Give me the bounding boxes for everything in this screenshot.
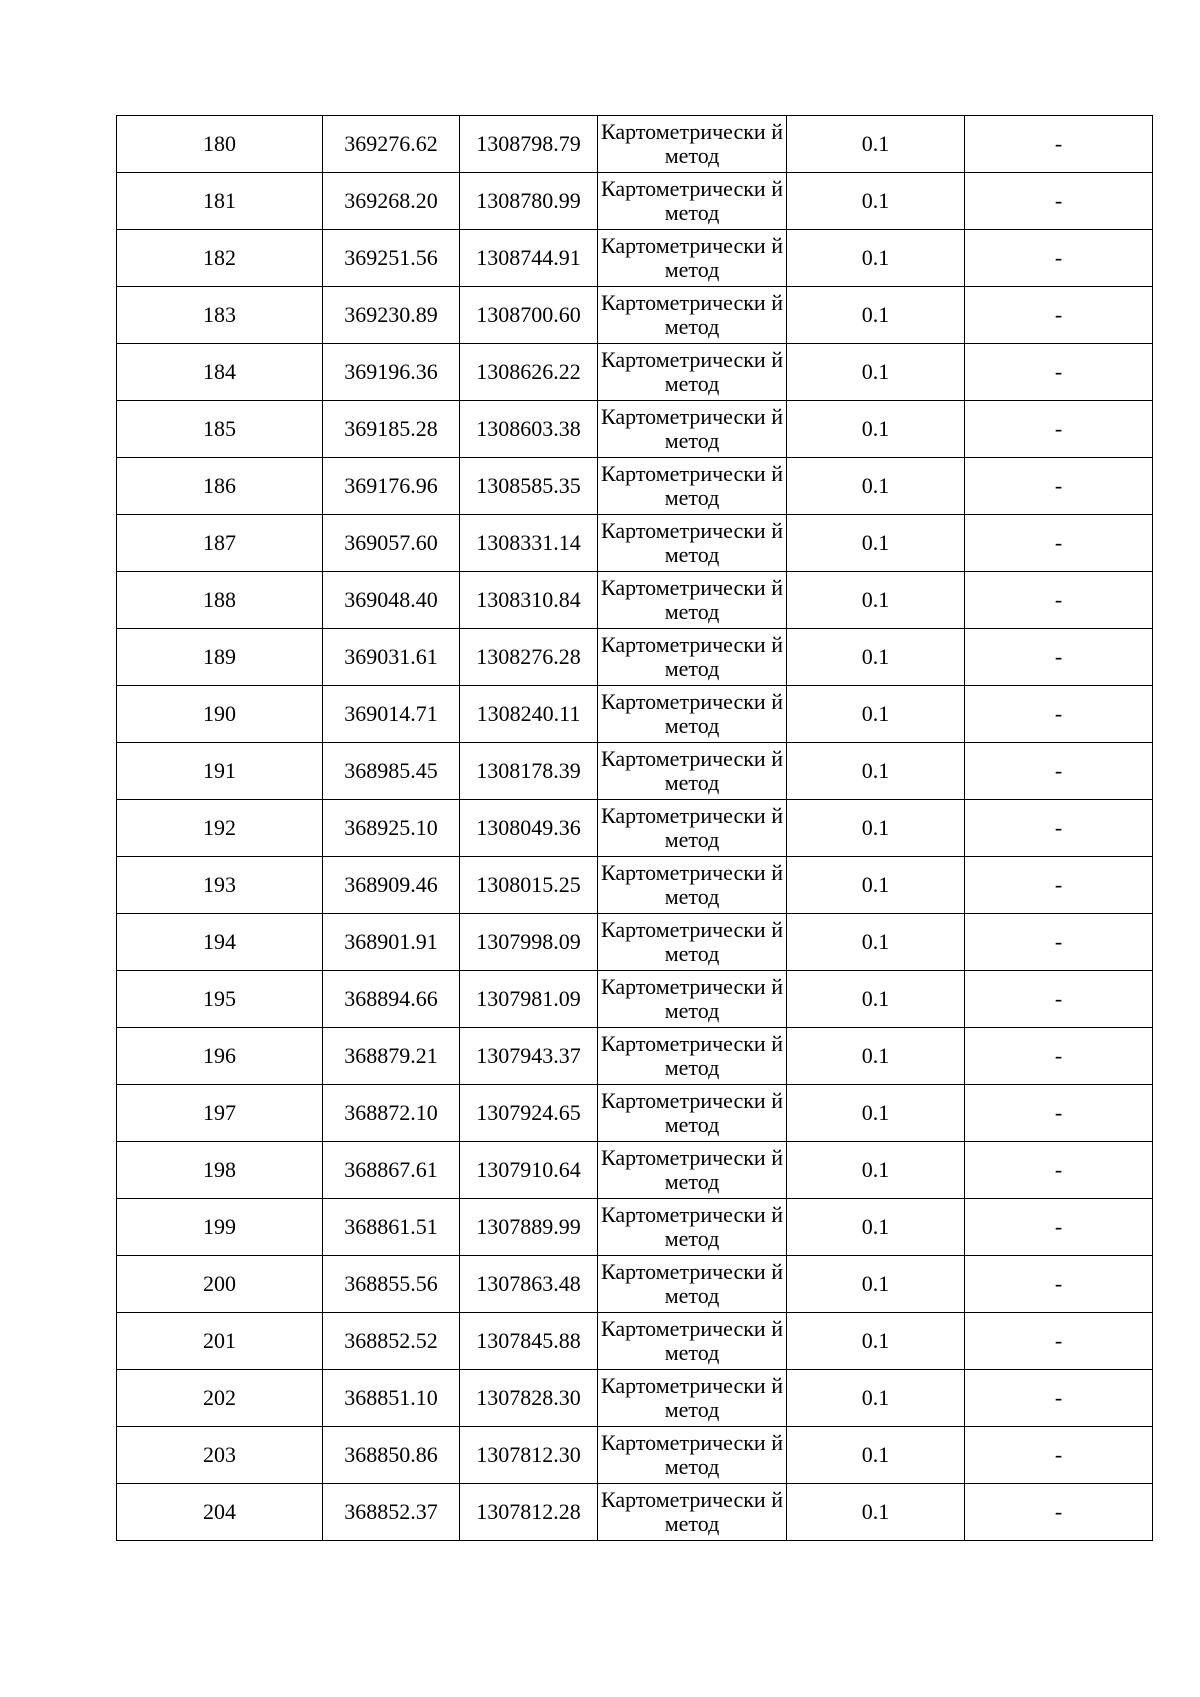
y-coordinate-cell: 1307889.99 — [460, 1199, 598, 1256]
y-coordinate-cell: 1308310.84 — [460, 572, 598, 629]
method-cell: Картометрически й метод — [598, 743, 787, 800]
point-number-cell: 192 — [117, 800, 323, 857]
point-number-cell: 198 — [117, 1142, 323, 1199]
table-row — [117, 572, 1153, 629]
accuracy-cell: 0.1 — [787, 458, 965, 515]
method-cell: Картометрически й метод — [598, 1142, 787, 1199]
accuracy-cell: 0.1 — [787, 1142, 965, 1199]
y-coordinate-cell: 1308744.91 — [460, 230, 598, 287]
y-coordinate-cell: 1308780.99 — [460, 173, 598, 230]
y-coordinate-cell: 1308240.11 — [460, 686, 598, 743]
accuracy-cell: 0.1 — [787, 572, 965, 629]
note-cell: - — [965, 800, 1153, 857]
note-cell: - — [965, 971, 1153, 1028]
x-coordinate-cell: 369057.60 — [323, 515, 460, 572]
x-coordinate-cell: 368855.56 — [323, 1256, 460, 1313]
x-coordinate-cell: 368879.21 — [323, 1028, 460, 1085]
accuracy-cell: 0.1 — [787, 1199, 965, 1256]
y-coordinate-cell: 1307981.09 — [460, 971, 598, 1028]
accuracy-cell: 0.1 — [787, 1085, 965, 1142]
accuracy-cell: 0.1 — [787, 1370, 965, 1427]
method-cell: Картометрически й метод — [598, 287, 787, 344]
x-coordinate-cell: 368861.51 — [323, 1199, 460, 1256]
x-coordinate-cell: 369014.71 — [323, 686, 460, 743]
method-cell: Картометрически й метод — [598, 1370, 787, 1427]
coordinates-table — [116, 115, 1153, 1541]
accuracy-cell: 0.1 — [787, 914, 965, 971]
y-coordinate-cell: 1308626.22 — [460, 344, 598, 401]
point-number-cell: 201 — [117, 1313, 323, 1370]
note-cell: - — [965, 1028, 1153, 1085]
table-row — [117, 1370, 1153, 1427]
table-row — [117, 629, 1153, 686]
accuracy-cell: 0.1 — [787, 515, 965, 572]
point-number-cell: 204 — [117, 1484, 323, 1541]
note-cell: - — [965, 230, 1153, 287]
method-cell: Картометрически й метод — [598, 800, 787, 857]
accuracy-cell: 0.1 — [787, 800, 965, 857]
y-coordinate-cell: 1308015.25 — [460, 857, 598, 914]
table-row — [117, 458, 1153, 515]
x-coordinate-cell: 368850.86 — [323, 1427, 460, 1484]
point-number-cell: 199 — [117, 1199, 323, 1256]
y-coordinate-cell: 1307910.64 — [460, 1142, 598, 1199]
point-number-cell: 190 — [117, 686, 323, 743]
coordinates-table-body — [117, 116, 1153, 1541]
point-number-cell: 189 — [117, 629, 323, 686]
y-coordinate-cell: 1308798.79 — [460, 116, 598, 173]
table-row — [117, 914, 1153, 971]
table-row — [117, 1313, 1153, 1370]
table-row — [117, 1484, 1153, 1541]
point-number-cell: 187 — [117, 515, 323, 572]
note-cell: - — [965, 458, 1153, 515]
method-cell: Картометрически й метод — [598, 401, 787, 458]
note-cell: - — [965, 1313, 1153, 1370]
note-cell: - — [965, 1370, 1153, 1427]
y-coordinate-cell: 1307845.88 — [460, 1313, 598, 1370]
x-coordinate-cell: 368872.10 — [323, 1085, 460, 1142]
accuracy-cell: 0.1 — [787, 857, 965, 914]
accuracy-cell: 0.1 — [787, 1028, 965, 1085]
point-number-cell: 183 — [117, 287, 323, 344]
note-cell: - — [965, 1199, 1153, 1256]
note-cell: - — [965, 515, 1153, 572]
method-cell: Картометрически й метод — [598, 686, 787, 743]
method-cell: Картометрически й метод — [598, 1256, 787, 1313]
y-coordinate-cell: 1307828.30 — [460, 1370, 598, 1427]
note-cell: - — [965, 344, 1153, 401]
x-coordinate-cell: 369268.20 — [323, 173, 460, 230]
accuracy-cell: 0.1 — [787, 344, 965, 401]
method-cell: Картометрически й метод — [598, 344, 787, 401]
point-number-cell: 203 — [117, 1427, 323, 1484]
table-row — [117, 743, 1153, 800]
point-number-cell: 195 — [117, 971, 323, 1028]
point-number-cell: 186 — [117, 458, 323, 515]
y-coordinate-cell: 1308603.38 — [460, 401, 598, 458]
point-number-cell: 181 — [117, 173, 323, 230]
method-cell: Картометрически й метод — [598, 230, 787, 287]
accuracy-cell: 0.1 — [787, 1313, 965, 1370]
accuracy-cell: 0.1 — [787, 1427, 965, 1484]
point-number-cell: 182 — [117, 230, 323, 287]
table-row — [117, 800, 1153, 857]
point-number-cell: 191 — [117, 743, 323, 800]
note-cell: - — [965, 401, 1153, 458]
table-row — [117, 515, 1153, 572]
method-cell: Картометрически й метод — [598, 1085, 787, 1142]
x-coordinate-cell: 368894.66 — [323, 971, 460, 1028]
method-cell: Картометрически й метод — [598, 1199, 787, 1256]
accuracy-cell: 0.1 — [787, 401, 965, 458]
x-coordinate-cell: 369230.89 — [323, 287, 460, 344]
x-coordinate-cell: 368867.61 — [323, 1142, 460, 1199]
note-cell: - — [965, 1085, 1153, 1142]
x-coordinate-cell: 368909.46 — [323, 857, 460, 914]
x-coordinate-cell: 369251.56 — [323, 230, 460, 287]
y-coordinate-cell: 1308049.36 — [460, 800, 598, 857]
point-number-cell: 194 — [117, 914, 323, 971]
accuracy-cell: 0.1 — [787, 1256, 965, 1313]
y-coordinate-cell: 1307863.48 — [460, 1256, 598, 1313]
point-number-cell: 200 — [117, 1256, 323, 1313]
x-coordinate-cell: 368901.91 — [323, 914, 460, 971]
x-coordinate-cell: 369031.61 — [323, 629, 460, 686]
method-cell: Картометрически й метод — [598, 914, 787, 971]
y-coordinate-cell: 1307812.30 — [460, 1427, 598, 1484]
accuracy-cell: 0.1 — [787, 230, 965, 287]
x-coordinate-cell: 368852.37 — [323, 1484, 460, 1541]
y-coordinate-cell: 1307924.65 — [460, 1085, 598, 1142]
note-cell: - — [965, 743, 1153, 800]
table-row — [117, 1085, 1153, 1142]
y-coordinate-cell: 1308585.35 — [460, 458, 598, 515]
method-cell: Картометрически й метод — [598, 857, 787, 914]
table-row — [117, 1199, 1153, 1256]
x-coordinate-cell: 369048.40 — [323, 572, 460, 629]
table-row — [117, 344, 1153, 401]
note-cell: - — [965, 1256, 1153, 1313]
note-cell: - — [965, 629, 1153, 686]
note-cell: - — [965, 1427, 1153, 1484]
x-coordinate-cell: 369176.96 — [323, 458, 460, 515]
table-row — [117, 971, 1153, 1028]
y-coordinate-cell: 1308276.28 — [460, 629, 598, 686]
point-number-cell: 193 — [117, 857, 323, 914]
x-coordinate-cell: 368851.10 — [323, 1370, 460, 1427]
note-cell: - — [965, 572, 1153, 629]
method-cell: Картометрически й метод — [598, 173, 787, 230]
note-cell: - — [965, 914, 1153, 971]
x-coordinate-cell: 369276.62 — [323, 116, 460, 173]
table-row — [117, 1256, 1153, 1313]
y-coordinate-cell: 1307943.37 — [460, 1028, 598, 1085]
note-cell: - — [965, 116, 1153, 173]
note-cell: - — [965, 1142, 1153, 1199]
method-cell: Картометрически й метод — [598, 1313, 787, 1370]
table-row — [117, 116, 1153, 173]
y-coordinate-cell: 1308178.39 — [460, 743, 598, 800]
method-cell: Картометрически й метод — [598, 116, 787, 173]
point-number-cell: 196 — [117, 1028, 323, 1085]
x-coordinate-cell: 368925.10 — [323, 800, 460, 857]
table-row — [117, 1427, 1153, 1484]
table-row — [117, 686, 1153, 743]
accuracy-cell: 0.1 — [787, 629, 965, 686]
y-coordinate-cell: 1308331.14 — [460, 515, 598, 572]
accuracy-cell: 0.1 — [787, 971, 965, 1028]
point-number-cell: 188 — [117, 572, 323, 629]
point-number-cell: 180 — [117, 116, 323, 173]
accuracy-cell: 0.1 — [787, 287, 965, 344]
method-cell: Картометрически й метод — [598, 515, 787, 572]
table-row — [117, 1142, 1153, 1199]
method-cell: Картометрически й метод — [598, 572, 787, 629]
note-cell: - — [965, 857, 1153, 914]
table-row — [117, 287, 1153, 344]
table-row — [117, 230, 1153, 287]
point-number-cell: 184 — [117, 344, 323, 401]
y-coordinate-cell: 1308700.60 — [460, 287, 598, 344]
x-coordinate-cell: 369196.36 — [323, 344, 460, 401]
accuracy-cell: 0.1 — [787, 686, 965, 743]
point-number-cell: 185 — [117, 401, 323, 458]
method-cell: Картометрически й метод — [598, 971, 787, 1028]
y-coordinate-cell: 1307998.09 — [460, 914, 598, 971]
point-number-cell: 202 — [117, 1370, 323, 1427]
accuracy-cell: 0.1 — [787, 1484, 965, 1541]
note-cell: - — [965, 173, 1153, 230]
x-coordinate-cell: 369185.28 — [323, 401, 460, 458]
table-row — [117, 173, 1153, 230]
table-row — [117, 401, 1153, 458]
method-cell: Картометрически й метод — [598, 1484, 787, 1541]
method-cell: Картометрически й метод — [598, 629, 787, 686]
x-coordinate-cell: 368985.45 — [323, 743, 460, 800]
note-cell: - — [965, 287, 1153, 344]
accuracy-cell: 0.1 — [787, 116, 965, 173]
note-cell: - — [965, 686, 1153, 743]
table-row — [117, 857, 1153, 914]
point-number-cell: 197 — [117, 1085, 323, 1142]
table-row — [117, 1028, 1153, 1085]
x-coordinate-cell: 368852.52 — [323, 1313, 460, 1370]
method-cell: Картометрически й метод — [598, 458, 787, 515]
accuracy-cell: 0.1 — [787, 173, 965, 230]
y-coordinate-cell: 1307812.28 — [460, 1484, 598, 1541]
accuracy-cell: 0.1 — [787, 743, 965, 800]
method-cell: Картометрически й метод — [598, 1028, 787, 1085]
method-cell: Картометрически й метод — [598, 1427, 787, 1484]
note-cell: - — [965, 1484, 1153, 1541]
